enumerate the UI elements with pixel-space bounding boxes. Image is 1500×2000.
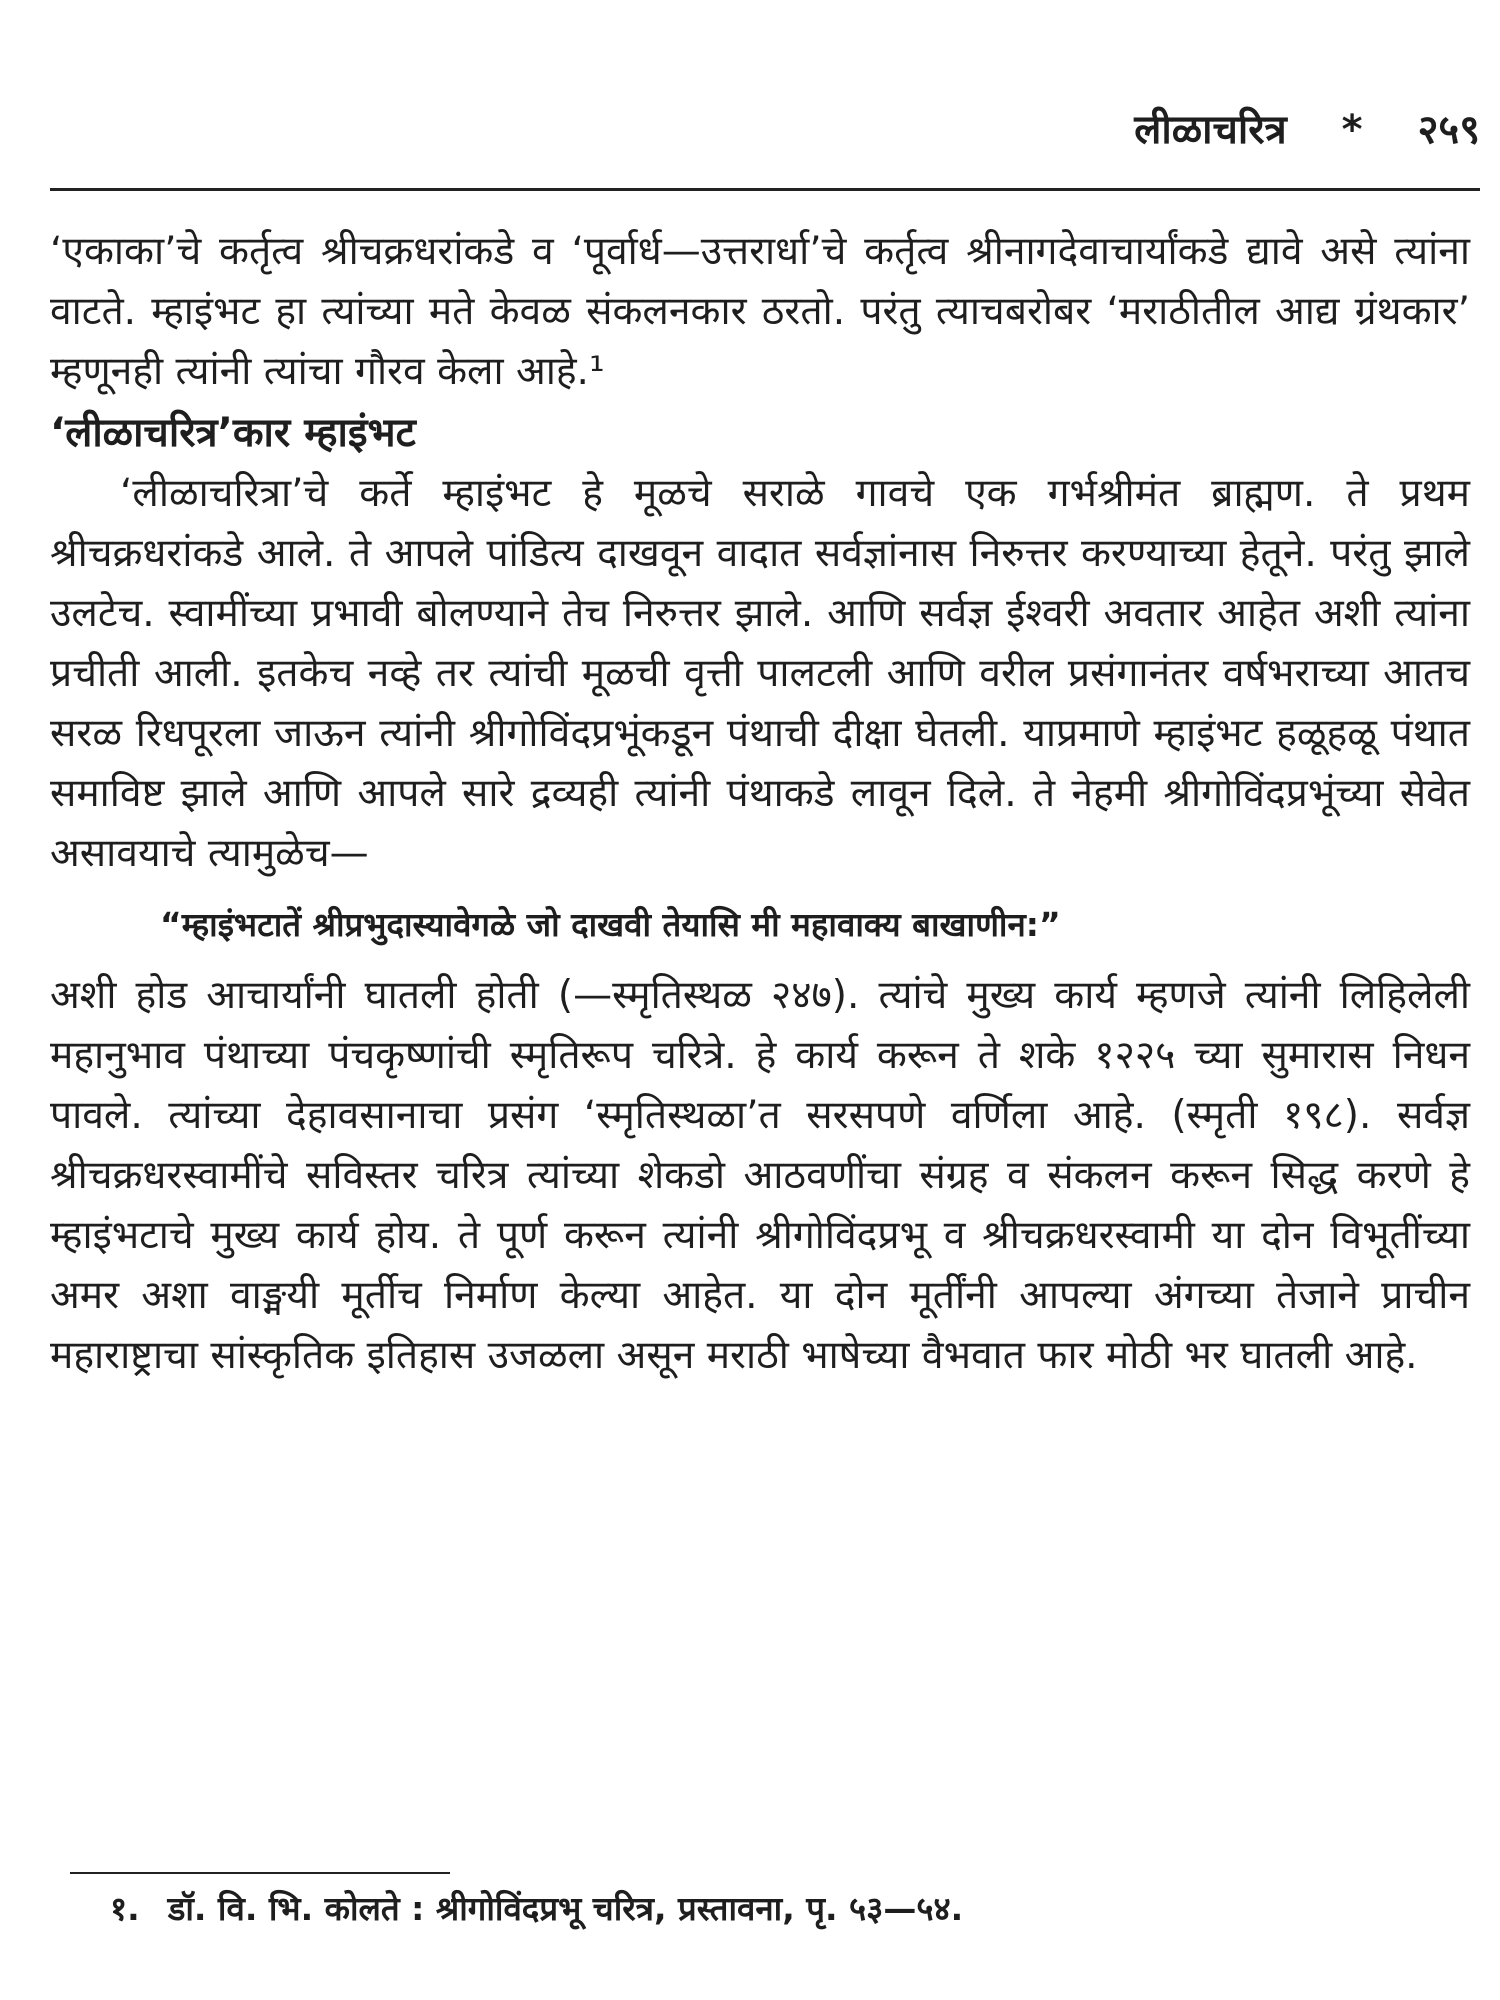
header-separator: * bbox=[1341, 107, 1363, 153]
header-rule bbox=[50, 188, 1480, 191]
footnote-marker: १. bbox=[110, 1889, 140, 1928]
running-title: लीळाचरित्र bbox=[1134, 107, 1287, 153]
block-quote: “म्हाइंभटातें श्रीप्रभुदास्यावेगळे जो दाखवी तेयासि मी महावाक्य बाखाणीन:” bbox=[160, 905, 1061, 944]
paragraph-1: ‘एकाका’चे कर्तृत्व श्रीचक्रधरांकडे व ‘पूर्वार्ध—उत्तरार्धा’चे कर्तृत्व श्रीनागदेवाचार्यांकडे द्यावे असे त्यांना वाटते. म्हाइंभट हा त्यांच्या मते केवळ संकलनकार ठरतो. परंतु त्याचबरोबर ‘मराठीतील आद्य ग्रंथकार’ म्हणूनही त्यांनी त्यांचा गौरव केला आहे.¹ bbox=[50, 229, 1470, 394]
page-number: २५९ bbox=[1417, 107, 1480, 153]
running-head bbox=[1134, 100, 1480, 155]
paragraph-3: अशी होड आचार्यांनी घातली होती (—स्मृतिस्थळ २४७). त्यांचे मुख्य कार्य म्हणजे त्यांनी लिहिलेली महानुभाव पंथाच्या पंचकृष्णांची स्मृतिरूप चरित्रे. हे कार्य करून ते शके १२२५ च्या सुमारास निधन पावले. त्यांच्या देहावसानाचा प्रसंग ‘स्मृतिस्थळा’त सरसपणे वर्णिला आहे. (स्मृती १९८). सर्वज्ञ श्रीचक्रधरस्वामींचे सविस्तर चरित्र त्यांच्या शेकडो आठवणींचा संग्रह व संकलन करून सिद्ध करणे हे म्हाइंभटाचे मुख्य कार्य होय. ते पूर्ण करून त्यांनी श्रीगोविंदप्रभू व श्रीचक्रधरस्वामी या दोन विभूतींच्या अमर अशा वाङ्मयी मूर्तीच निर्माण केल्या आहेत. या दोन मूर्तींनी आपल्या अंगच्या तेजाने प्राचीन महाराष्ट्राचा सांस्कृतिक इतिहास उजळला असून मराठी भाषेच्या वैभवात फार मोठी भर घातली आहे. bbox=[50, 973, 1470, 1378]
paragraph-2: ‘लीळाचरित्रा’चे कर्ते म्हाइंभट हे मूळचे सराळे गावचे एक गर्भश्रीमंत ब्राह्मण. ते प्रथम श्रीचक्रधरांकडे आले. ते आपले पांडित्य दाखवून वादात सर्वज्ञांनास निरुत्तर करण्याच्या हेतूने. परंतु झाले उलटेच. स्वामींच्या प्रभावी बोलण्याने तेच निरुत्तर झाले. आणि सर्वज्ञ ईश्वरी अवतार आहेत अशी त्यांना प्रचीती आली. इतकेच नव्हे तर त्यांची मूळची वृत्ती पालटली आणि वरील प्रसंगानंतर वर्षभराच्या आतच सरळ रिधपूरला जाऊन त्यांनी श्रीगोविंदप्रभूंकडून पंथाची दीक्षा घेतली. याप्रमाणे म्हाइंभट हळूहळू पंथात समाविष्ट झाले आणि आपले सारे द्रव्यही त्यांनी पंथाकडे लावून दिले. ते नेहमी श्रीगोविंदप्रभूंच्या सेवेत असावयाचे त्यामुळेच— bbox=[50, 471, 1470, 876]
section-heading: ‘लीळाचरित्र’कार म्हाइंभट bbox=[50, 410, 416, 456]
footnote-rule bbox=[70, 1872, 450, 1874]
footnote bbox=[110, 1884, 1460, 1934]
footnote-text: डॉ. वि. भि. कोलते : श्रीगोविंदप्रभू चरित्र, प्रस्तावना, पृ. ५३—५४. bbox=[167, 1889, 964, 1928]
page-body bbox=[50, 222, 1470, 1386]
